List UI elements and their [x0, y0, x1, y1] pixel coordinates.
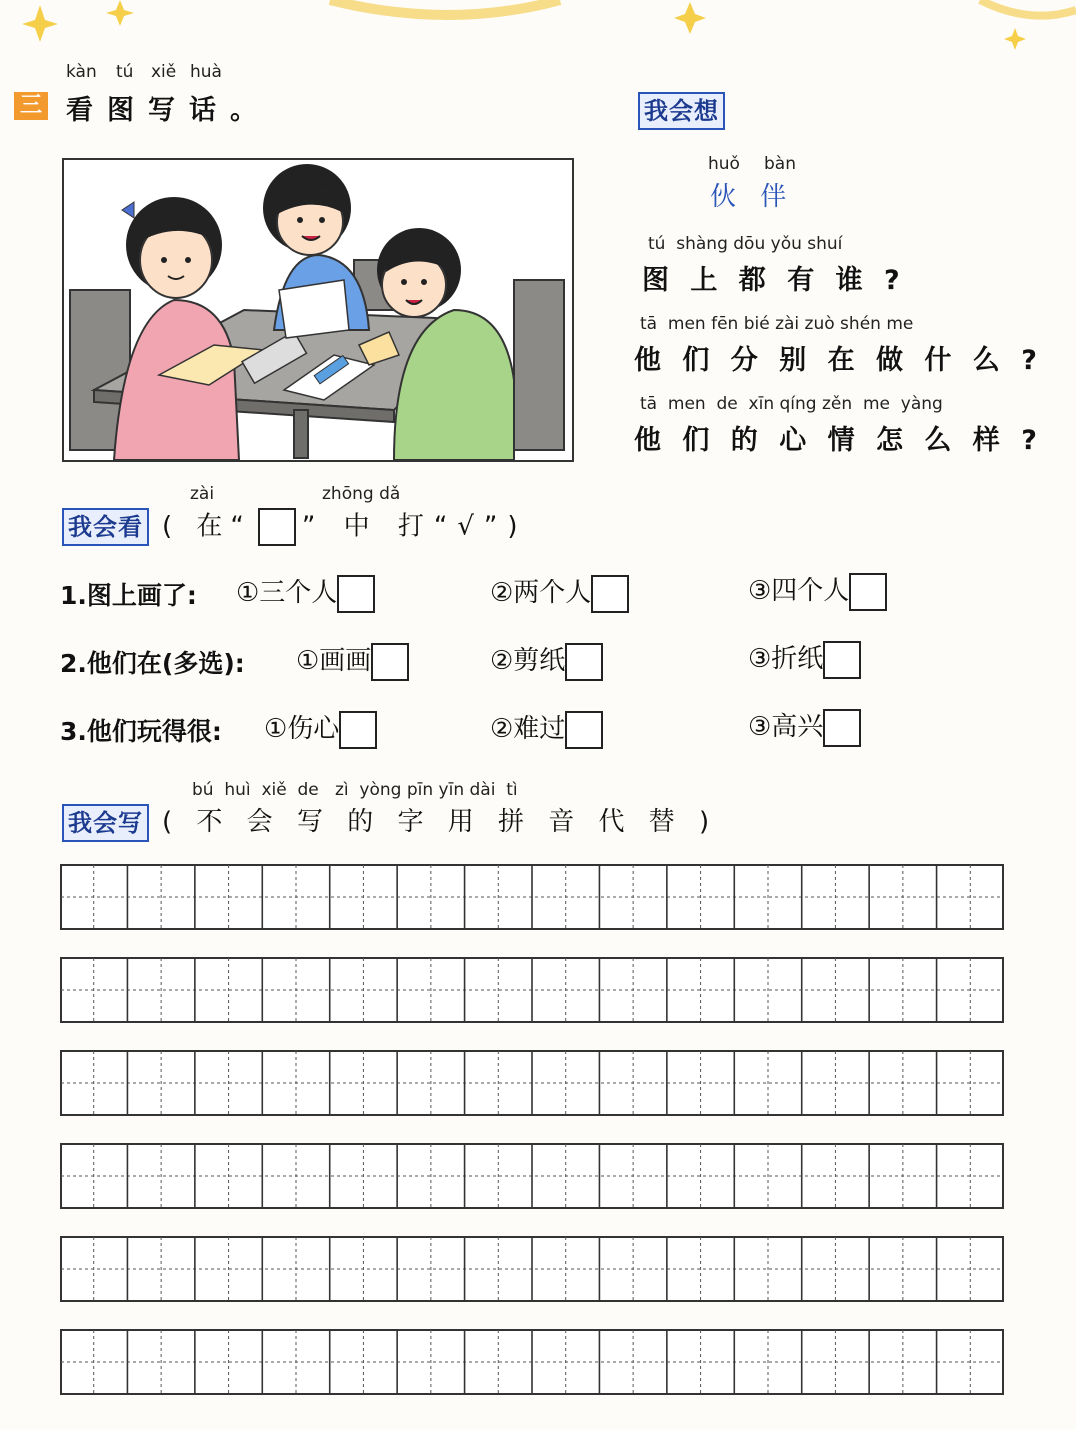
writing-grid-row[interactable]	[60, 1236, 1004, 1302]
option-label: ①画画	[296, 646, 372, 676]
option[interactable]	[264, 708, 377, 749]
writing-grid-row[interactable]	[60, 957, 1004, 1023]
checkbox[interactable]	[339, 711, 377, 749]
question-pinyin: tú shàng dōu yǒu shuí	[648, 234, 843, 254]
write-tag: 我会写	[62, 804, 149, 842]
instruction-part: ( 在“	[162, 511, 252, 542]
option[interactable]	[748, 570, 887, 611]
section-number: 三	[14, 92, 48, 120]
question-pinyin: tā men fēn bié zài zuò shén me	[640, 314, 914, 334]
writing-grid-row[interactable]	[60, 1050, 1004, 1116]
option[interactable]	[748, 706, 861, 747]
checkbox[interactable]	[565, 643, 603, 681]
writing-grid-row[interactable]	[60, 1143, 1004, 1209]
option-label: ②两个人	[490, 578, 592, 608]
question-text: 他 们 的 心 情 怎 么 样 ?	[634, 425, 1043, 456]
checkbox[interactable]	[371, 643, 409, 681]
write-pinyin: bú huì xiě de zì yòng pīn yīn dài tì	[192, 780, 518, 800]
illustration-drawing	[64, 160, 572, 460]
option[interactable]	[748, 638, 861, 679]
question-pinyin: tā men de xīn qíng zěn me yàng	[640, 394, 943, 414]
question-text: 图 上 都 有 谁 ?	[642, 265, 906, 296]
checkbox[interactable]	[823, 709, 861, 747]
checkbox[interactable]	[337, 575, 375, 613]
pinyin: kàn	[66, 62, 97, 82]
question-text: 他 们 分 别 在 做 什 么 ?	[634, 345, 1043, 376]
option-label: ①伤心	[264, 714, 340, 744]
option-label: ③高兴	[748, 712, 824, 742]
pinyin-zai: zài	[190, 484, 215, 504]
option-label: ①三个人	[236, 578, 338, 608]
look-tag: 我会看	[62, 508, 149, 546]
option-label: ③四个人	[748, 576, 850, 606]
writing-grid-row[interactable]	[60, 864, 1004, 930]
look-instruction	[162, 508, 528, 546]
checkbox[interactable]	[565, 711, 603, 749]
word-pinyin: huǒ	[708, 154, 740, 174]
pinyin: xiě	[151, 62, 177, 82]
question-2: 2.他们在(多选):	[60, 649, 245, 678]
section-title: 看图写话。	[66, 95, 271, 126]
instruction-part: ” 中 打“√”)	[301, 511, 528, 542]
example-box	[258, 508, 296, 546]
top-decoration	[0, 0, 1076, 55]
word-pinyin: bàn	[764, 154, 796, 174]
pinyin: tú	[116, 62, 134, 82]
option[interactable]	[490, 708, 603, 749]
option-label: ③折纸	[748, 644, 824, 674]
option[interactable]	[490, 572, 629, 613]
pinyin-zhongda: zhōng dǎ	[322, 484, 401, 504]
think-tag: 我会想	[638, 92, 725, 130]
vocab-word: 伙 伴	[710, 182, 795, 212]
option[interactable]	[490, 640, 603, 681]
write-instruction: ( 不 会 写 的 字 用 拼 音 代 替 )	[162, 807, 718, 837]
option[interactable]	[236, 572, 375, 613]
question-3: 3.他们玩得很:	[60, 717, 222, 746]
writing-grid-row[interactable]	[60, 1329, 1004, 1395]
section-pinyin	[66, 62, 266, 84]
option[interactable]	[296, 640, 409, 681]
option-label: ②难过	[490, 714, 566, 744]
option-label: ②剪纸	[490, 646, 566, 676]
checkbox[interactable]	[591, 575, 629, 613]
illustration-kids-crafting	[62, 158, 574, 462]
checkbox[interactable]	[823, 641, 861, 679]
checkbox[interactable]	[849, 573, 887, 611]
question-1: 1.图上画了:	[60, 581, 197, 610]
pinyin: huà	[190, 62, 222, 82]
